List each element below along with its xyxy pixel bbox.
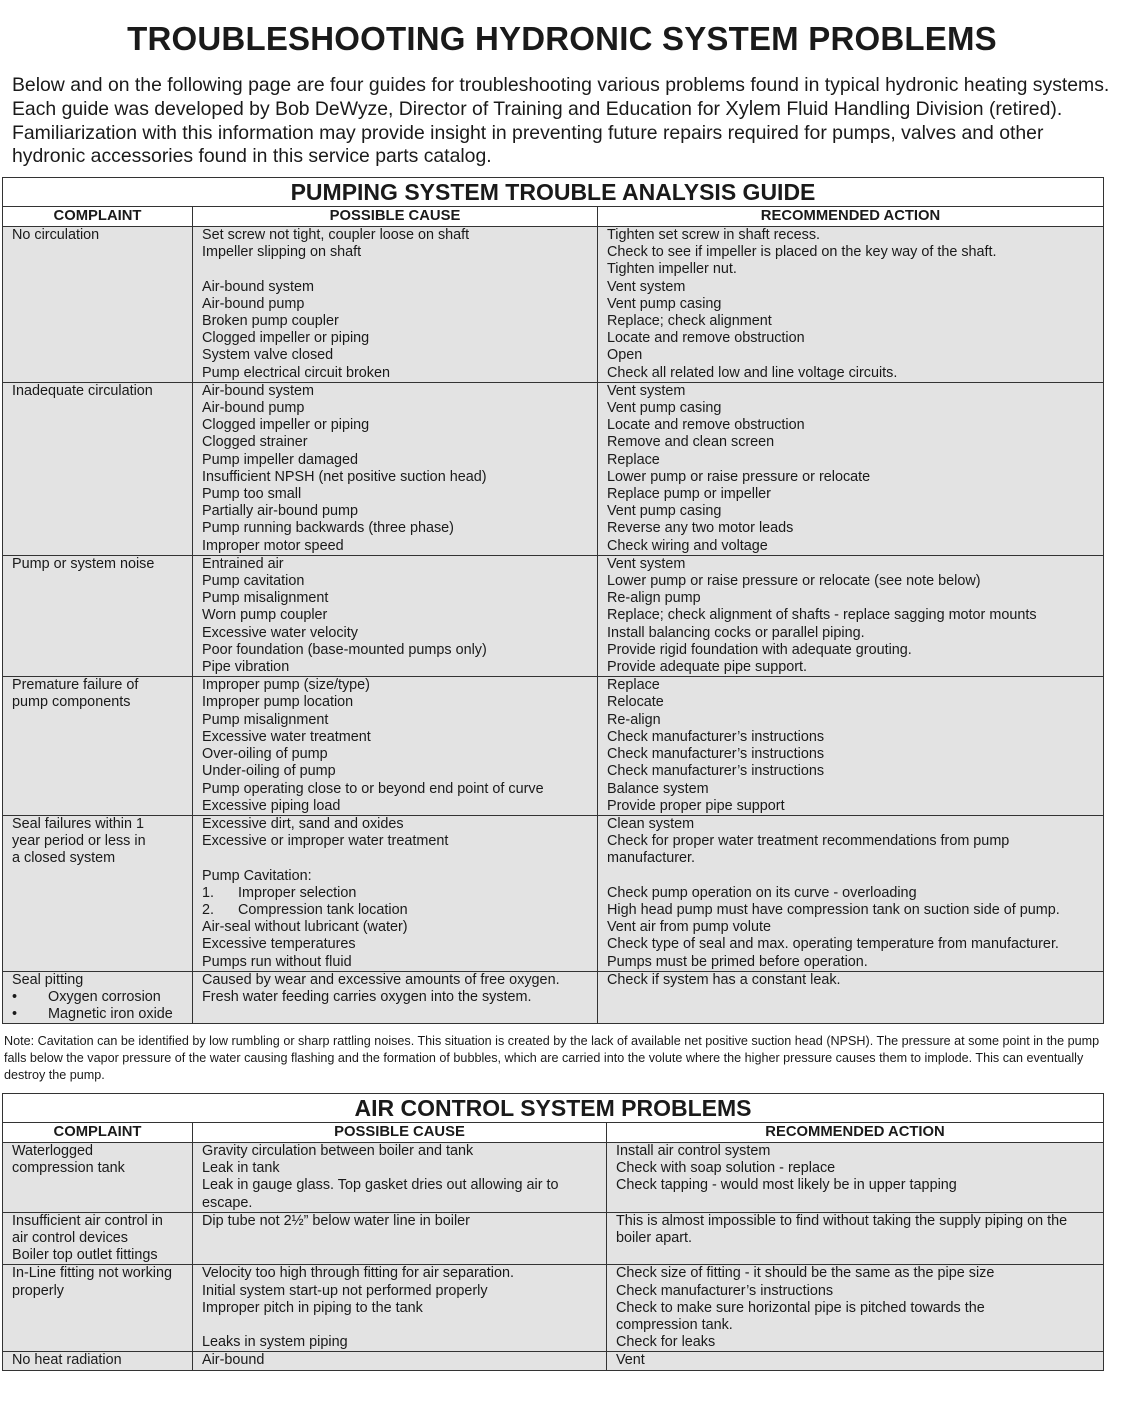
action-line: Reverse any two motor leads [607,520,794,537]
cause-line: Excessive water velocity [202,624,358,641]
cause-line: Leak in gauge glass. Top gasket dries out allowing air to [202,1177,559,1194]
cause-line: Poor foundation (base-mounted pumps only) [202,641,487,658]
action-line: Check size of fitting - it should be the same as the pipe size [616,1265,995,1282]
cause-line: Improper pump (size/type) [202,677,370,694]
cause-line: System valve closed [202,347,334,364]
action-cell [598,555,1104,676]
action-line: Check manufacturer’s instructions [607,728,825,745]
column-header-recommended-action: RECOMMENDED ACTION [607,1123,1104,1143]
action-line: Vent system [607,555,686,572]
blank-line [607,868,1103,885]
cause-line: Improper motor speed [202,537,344,554]
table-row [3,815,1104,971]
action-line: Check wiring and voltage [607,537,768,554]
cause-line: Clogged impeller or piping [202,330,370,347]
action-line: Balance system [607,780,709,797]
cause-line: Set screw not tight, coupler loose on shaft [202,227,470,243]
action-line: Locate and remove obstruction [607,417,805,434]
cause-line: Under-oiling of pump [202,763,336,780]
complaint-cell [3,555,193,676]
cause-line: Excessive temperatures [202,936,356,953]
cause-line: Pumps run without fluid [202,953,352,970]
cause-cell [193,1352,607,1370]
table-row [3,971,1104,1024]
cause-line: Air-bound system [202,278,314,295]
action-line: Check if system has a constant leak. [607,971,841,988]
cause-line: Air-seal without lubricant (water) [202,919,408,936]
action-line: Check type of seal and max. operating temperature from manufacturer. [607,936,1059,953]
complaint-line: year period or less in [12,833,146,850]
item-number: 2. [202,901,215,918]
action-line: manufacturer. [607,850,695,867]
action-line: Locate and remove obstruction [607,330,805,347]
action-line: Install air control system [616,1143,771,1159]
complaint-line: Seal failures within 1 [12,815,144,832]
cause-line: Pump impeller damaged [202,451,358,468]
cause-line: Broken pump coupler [202,313,339,329]
complaint-line: Seal pitting [12,971,84,988]
table-row [3,1212,1104,1265]
action-line: Replace; check alignment [607,313,772,330]
complaint-cell [3,1143,193,1213]
column-header-possible-cause: POSSIBLE CAUSE [193,207,598,227]
bullet-text: Magnetic iron oxide [48,1006,173,1023]
action-cell [607,1212,1104,1265]
cause-line: Velocity too high through fitting for air separation. [202,1265,514,1282]
action-line: Vent system [607,278,686,295]
item-text: Compression tank location [238,901,408,918]
intro-paragraph [12,74,1112,169]
action-line: Tighten impeller nut. [607,261,737,278]
pumping-guide-table [2,177,1104,1024]
cause-line: Excessive piping load [202,797,341,814]
table-row [3,677,1104,816]
cause-line: Pump misalignment [202,711,329,728]
action-cell [598,382,1104,555]
blank-line [202,261,597,278]
action-line: boiler apart. [616,1230,692,1247]
cause-line: Over-oiling of pump [202,746,328,763]
action-line: Clean system [607,815,695,832]
complaint-cell [3,227,193,383]
cause-cell [193,555,598,676]
action-line: Open [607,347,643,364]
bullet-icon: • [12,1006,18,1023]
bullet-text: Oxygen corrosion [48,988,161,1005]
action-cell [598,227,1104,383]
complaint-cell [3,1352,193,1370]
cause-cell [193,1265,607,1352]
cause-line: Dip tube not 2½” below water line in boiler [202,1212,470,1229]
action-line: Provide adequate pipe support. [607,659,808,676]
action-line: Remove and clean screen [607,434,775,451]
table-row [3,1143,1104,1213]
action-line: Check to make sure horizontal pipe is pitched towards the [616,1299,985,1316]
action-line: Re-align [607,711,661,728]
action-line: Check manufacturer’s instructions [607,763,825,780]
action-line: Replace [607,677,660,694]
cause-line: Caused by wear and excessive amounts of free oxygen. [202,971,560,988]
action-line: Vent pump casing [607,400,722,417]
numbered-item [202,902,597,919]
complaint-cell [3,1265,193,1352]
action-line: Vent air from pump volute [607,919,771,936]
cause-line: Gravity circulation between boiler and tank [202,1143,474,1159]
cause-line: Improper pump location [202,694,354,711]
cause-line: Entrained air [202,555,284,572]
cause-line: Excessive dirt, sand and oxides [202,815,404,832]
cavitation-note: Note: Cavitation can be identified by low rumbling or sharp rattling noises. This situation is created by the lack of available net positive suction head (NPSH). The pressure at some point in the pump falls below the vapor pressure of the water causing flashing and the formation of bubbles, which are carried into the volute where the higher pressure causes them to implode. This can eventually destroy the pump. [4,1034,1100,1083]
complaint-cell [3,677,193,816]
cause-line: Excessive or improper water treatment [202,833,449,850]
action-line: Vent pump casing [607,503,722,520]
action-line: Check pump operation on its curve - overloading [607,884,917,901]
action-line: This is almost impossible to find without taking the supply piping on the [616,1212,1068,1229]
column-header-complaint: COMPLAINT [3,1123,193,1143]
column-header-possible-cause: POSSIBLE CAUSE [193,1123,607,1143]
table-row [3,227,1104,383]
complaint-line: Boiler top outlet fittings [12,1247,158,1264]
cause-line: Leak in tank [202,1160,280,1177]
action-line: Replace; check alignment of shafts - replace sagging motor mounts [607,607,1037,624]
cause-line: Impeller slipping on shaft [202,244,362,261]
action-line: Provide rigid foundation with adequate grouting. [607,641,912,658]
intro-brand: Xylem [725,97,781,120]
page-title: TROUBLESHOOTING HYDRONIC SYSTEM PROBLEMS [127,20,997,57]
cause-line: Pump cavitation [202,573,305,590]
cause-cell [193,227,598,383]
cause-line: escape. [202,1194,253,1211]
action-cell [598,677,1104,816]
action-line: Re-align pump [607,590,701,607]
cause-line: Air-bound pump [202,295,305,312]
air-control-table [2,1093,1104,1371]
cause-cell [193,677,598,816]
table-row [3,555,1104,676]
action-cell [598,971,1104,1024]
action-line: Replace pump or impeller [607,486,771,503]
air-control-title: AIR CONTROL SYSTEM PROBLEMS [3,1094,1104,1123]
action-cell [598,815,1104,971]
cause-line: Pump operating close to or beyond end point of curve [202,780,544,797]
cause-line: Pipe vibration [202,659,290,676]
table-row [3,1265,1104,1352]
action-line: Install balancing cocks or parallel piping. [607,624,865,641]
table-row [3,382,1104,555]
complaint-line: compression tank [12,1160,125,1177]
cause-cell [193,1212,607,1265]
cause-cell [193,382,598,555]
cause-cell [193,815,598,971]
action-line: Vent pump casing [607,295,722,312]
action-line: High head pump must have compression tank on suction side of pump. [607,901,1060,918]
cause-line: Pump Cavitation: [202,867,312,884]
complaint-line: In-Line fitting not working [12,1265,172,1282]
action-line: Replace [607,451,660,468]
action-line: Check to see if impeller is placed on the key way of the shaft. [607,244,997,261]
action-cell [607,1143,1104,1213]
action-line: Check manufacturer’s instructions [616,1282,834,1299]
action-line: Check manufacturer’s instructions [607,746,825,763]
cause-line: Air-bound [202,1352,265,1369]
intro-text-end: Fluid Handling Division (retired). Familiarization with this information may provide insight in preventing future repairs required for pumps, valves and other hydronic accessories found in this service parts catalog. [12,97,1063,168]
cause-line: Pump misalignment [202,590,329,607]
action-cell [607,1352,1104,1370]
bullet-icon: • [12,988,18,1005]
blank-line [202,1317,606,1334]
intro-text-start: Below and on the following page are four guides for troubleshooting various problems found in typical hydronic heating systems. Each guide was developed by Bob DeWyze, Director of Training and Education for [12,74,1110,120]
action-line: Check tapping - would most likely be in upper tapping [616,1177,957,1194]
cause-line: Air-bound system [202,382,314,399]
complaint-line: properly [12,1282,64,1299]
cause-line: Clogged impeller or piping [202,417,370,434]
cause-line: Fresh water feeding carries oxygen into the system. [202,988,532,1005]
column-header-recommended-action: RECOMMENDED ACTION [598,207,1104,227]
complaint-cell [3,815,193,971]
cause-line: Initial system start-up not performed properly [202,1282,488,1299]
item-text: Improper selection [238,884,357,901]
action-line: Check all related low and line voltage circuits. [607,364,898,381]
complaint-line: Waterlogged [12,1143,94,1159]
action-line: Provide proper pipe support [607,797,785,814]
complaint-line: Inadequate circulation [12,382,153,399]
action-line: Pumps must be primed before operation. [607,953,868,970]
complaint-line: No heat radiation [12,1352,122,1369]
cause-line: Pump electrical circuit broken [202,364,390,381]
complaint-line: Insufficient air control in [12,1212,163,1229]
bullet-item [12,1006,192,1023]
action-line: Lower pump or raise pressure or relocate [607,468,871,485]
cause-cell [193,1143,607,1213]
cause-line: Improper pitch in piping to the tank [202,1299,423,1316]
complaint-line: air control devices [12,1230,128,1247]
cause-line: Excessive water treatment [202,728,371,745]
cause-line: Leaks in system piping [202,1334,348,1351]
action-line: Check with soap solution - replace [616,1160,836,1177]
action-line: Vent [616,1352,645,1369]
action-line: compression tank. [616,1317,733,1334]
complaint-line: Pump or system noise [12,555,155,572]
cause-line: Air-bound pump [202,400,305,417]
action-line: Vent system [607,382,686,399]
table-row [3,1352,1104,1370]
pumping-guide-title: PUMPING SYSTEM TROUBLE ANALYSIS GUIDE [3,178,1104,207]
complaint-line: pump components [12,694,131,711]
column-header-complaint: COMPLAINT [3,207,193,227]
numbered-item [202,885,597,902]
blank-line [202,850,597,867]
cause-line: Pump too small [202,486,302,503]
bullet-item [12,989,192,1006]
action-cell [607,1265,1104,1352]
cause-line: Partially air-bound pump [202,503,358,520]
cause-cell [193,971,598,1024]
complaint-line: No circulation [12,227,100,243]
complaint-cell [3,1212,193,1265]
complaint-line: Premature failure of [12,677,139,694]
complaint-cell [3,382,193,555]
complaint-line: a closed system [12,850,116,867]
cause-line: Clogged strainer [202,434,308,451]
cause-line: Insufficient NPSH (net positive suction head) [202,468,487,485]
cause-line: Worn pump coupler [202,607,328,624]
item-number: 1. [202,884,215,901]
cause-line: Pump running backwards (three phase) [202,520,454,537]
action-line: Lower pump or raise pressure or relocate (see note below) [607,573,981,590]
action-line: Relocate [607,694,664,711]
action-line: Tighten set screw in shaft recess. [607,227,821,243]
action-line: Check for proper water treatment recommendations from pump [607,833,1010,850]
action-line: Check for leaks [616,1334,716,1351]
complaint-cell [3,971,193,1024]
